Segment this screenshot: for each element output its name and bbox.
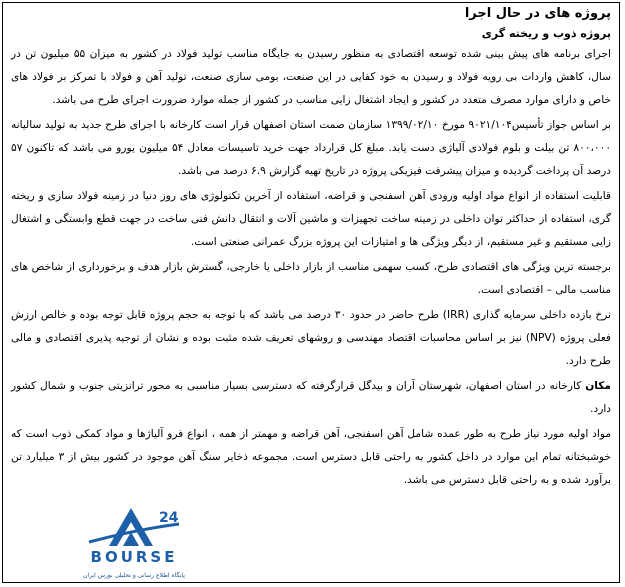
paragraph-6 [11, 375, 611, 421]
paragraph-lead: مکان [585, 380, 611, 392]
paragraph-7 [11, 423, 611, 492]
paragraph-text: قابلیت استفاده از انواع مواد اولیه ورودی آهن اسفنجی و قراضه، استفاده از آخرین تکنولوژی های روز دنیا در زمینه فولاد سازی و ریخته گری، استفاده از حداکثر توان داخلی در زمینه ساخت تجهیزات و ماشین آلات و انتقال دانش فنی ساخت در جهت قطع وابستگی و اشتغال زایی مستقیم و غیر مستقیم، از دیگر ویژگی ها و امتیازات این پروژه بزرگ عمرانی صنعتی است. [11, 190, 611, 248]
bourse24-logo [59, 502, 209, 582]
document-body [3, 3, 619, 492]
paragraph-text: بر اساس جواز تأسیس۹۰۲۱/۱۰۴ مورخ ۱۳۹۹/۰۲/۱۰ سازمان صمت استان اصفهان قرار است کارخانه با اجرای طرح جدید به تولید سالیانه ۸۰۰،۰۰۰ تن بیلت و بلوم فولادی آلیاژی دست یابد. مبلغ کل قرارداد جهت خرید تاسیسات معادل ۵۴ میلیون یورو می باشد که تاکنون ۵۷ درصد آن پرداخت گردیده و میزان پیشرفت فیزیکی پروژه در تاریخ تهیه گزارش ۶.۹ درصد می باشد. [11, 119, 612, 177]
paragraph-text: مواد اولیه مورد نیاز طرح به طور عمده شامل آهن اسفنجی، آهن قراضه و مهمتر از همه ، انواع فرو آلیاژها و مواد کمکی ذوب است که خوشبختانه تمام این موارد در داخل کشور به راحتی قابل دسترس است. مجموعه ذخایر سنگ آهن موجود در کشور بیش از ۳ میلیارد تن برآورد شده و به راحتی قابل دسترس می باشد. [11, 428, 611, 486]
paragraph-text: نرخ بازده داخلی سرمایه گذاری (IRR) طرح حاضر در حدود ۳۰ درصد می باشد که با توجه به حجم پروژه قابل توجه بوده و خالص ارزش فعلی پروژه (NPV) نیز بر اساس محاسبات اقتصاد مهندسی و روشهای تعریف شده مثبت بوده و نشان از توجیه پذیری اقتصادی و مالی طرح دارد. [11, 309, 611, 367]
logo-name: BOURSE [90, 548, 178, 566]
section-subtitle: پروژه ذوب و ریخته گری [481, 27, 611, 40]
bourse24-logo-icon [59, 502, 209, 572]
logo-number: 24 [159, 510, 179, 526]
paragraph-text: کارخانه در استان اصفهان، شهرستان آران و بیدگل قرارگرفته که دسترسی بسیار مناسبی به محور ترانزیتی جنوب و شمال کشور دارد. [11, 380, 611, 415]
paragraph-text: اجرای برنامه های پیش بینی شده توسعه اقتصادی به منظور رسیدن به جایگاه مناسب تولید فولاد در کشور به میزان ۵۵ میلیون تن در سال، کاهش واردات بی رویه فولاد و رسیدن به خود کفایی در این صنعت، بومی سازی صنعت، تولید آهن و فولاد با تمرکز بر فولاد های خاص و دارای موارد مصرف متعدد در کشور و ایجاد اشتغال زایی مناسب در کشور از جمله موارد ضرورت اجرای طرح می باشد. [11, 48, 611, 106]
document-frame [2, 2, 620, 583]
page-title: پروژه های در حال اجرا [464, 6, 611, 21]
paragraph-1 [11, 43, 611, 112]
logo-tagline: پایگاه اطلاع رسانی و تحلیلی بورس ایران [83, 572, 185, 579]
paragraph-text: برجسته ترین ویژگی های اقتصادی طرح، کسب سهمی مناسب از بازار داخلی یا خارجی، گسترش بازار هدف و برخورداری از شاخص های مناسب مالی – اقتصادی است. [11, 261, 611, 296]
paragraph-3 [11, 185, 611, 254]
paragraph-4 [11, 256, 611, 302]
paragraph-2 [11, 114, 611, 183]
paragraph-5 [11, 304, 611, 373]
